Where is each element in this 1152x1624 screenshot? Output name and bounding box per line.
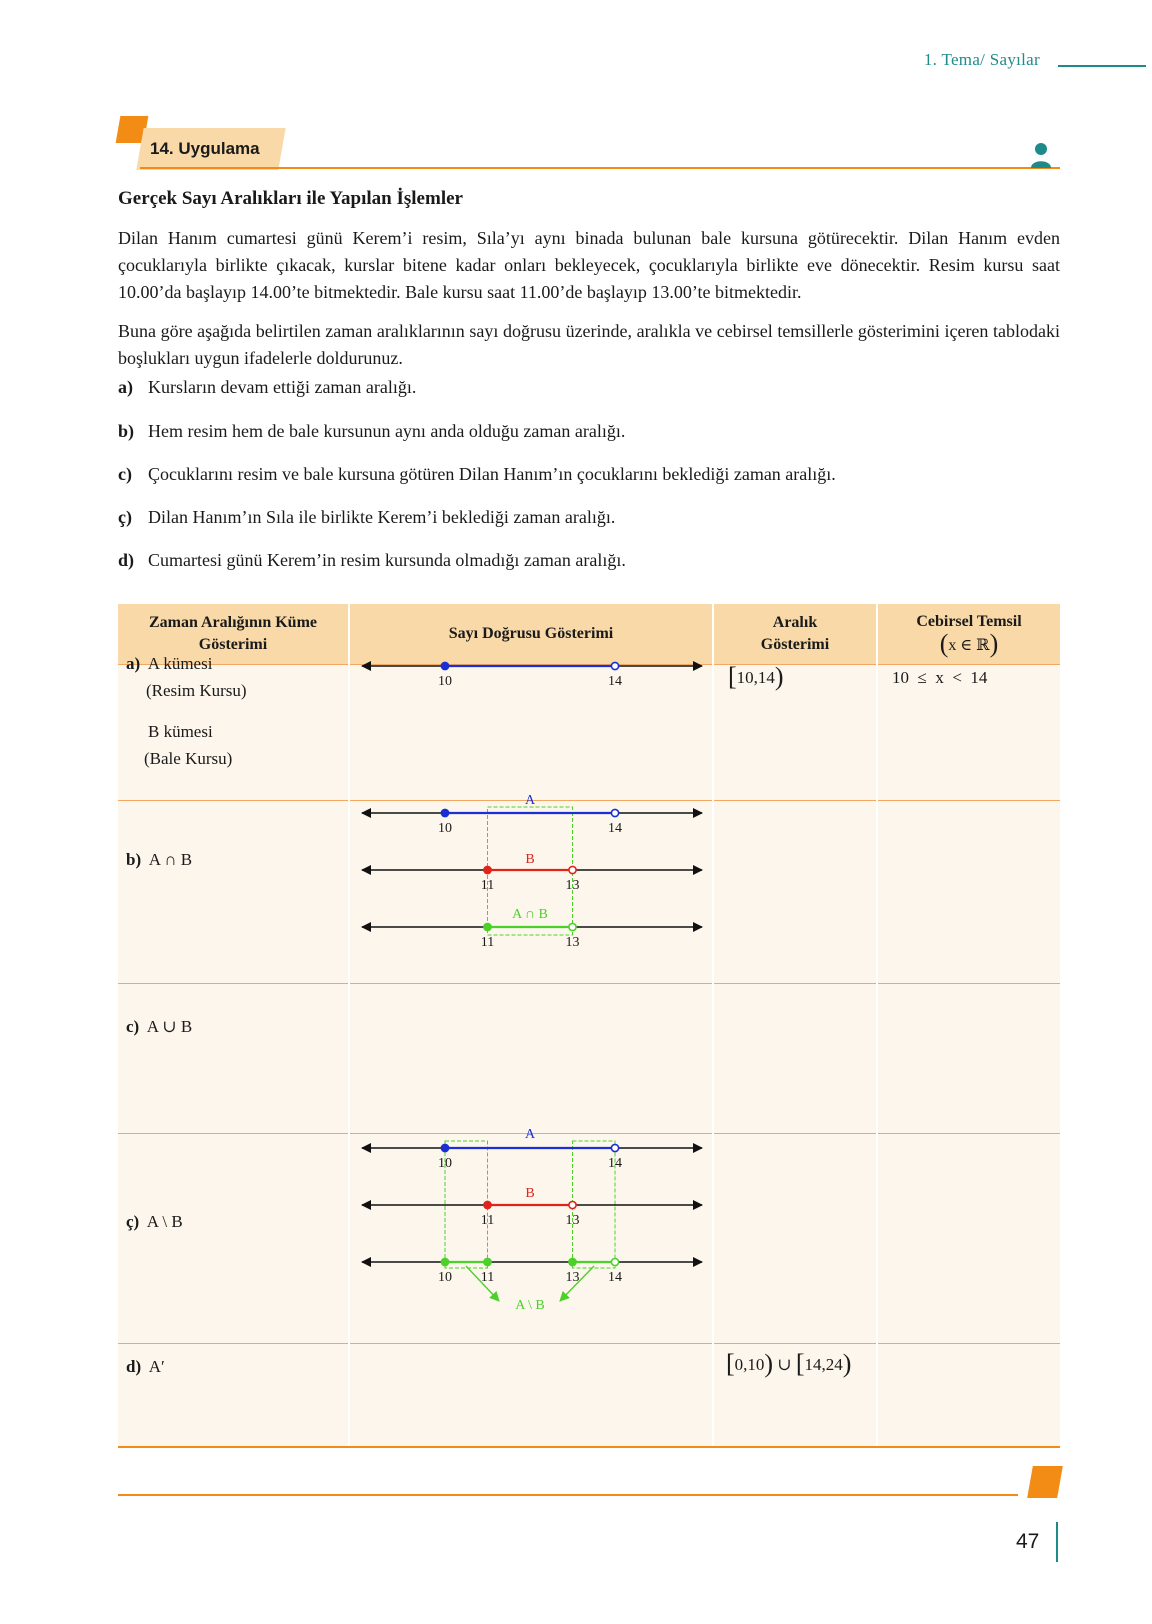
row-d-label: d) A′ (126, 1357, 165, 1376)
tick-label: 10 (438, 1156, 452, 1171)
activity-badge: 14. Uygulama (150, 139, 260, 158)
set-name-label: B (525, 852, 535, 867)
closed-endpoint (441, 662, 448, 669)
row-c-cedilla-label: ç) A \ B (126, 1212, 183, 1231)
item-label: c) (118, 464, 132, 484)
item-label: ç) (118, 507, 132, 527)
header-set-notation: Zaman Aralığının Küme Gösterimi (148, 614, 318, 653)
page-number: 47 (1016, 1530, 1040, 1553)
footer-accent-square (1027, 1466, 1063, 1498)
open-endpoint (569, 866, 576, 873)
row-a-set-a: a) A kümesi (126, 654, 213, 673)
row-a-algebraic: 10 ≤ x < 14 (892, 668, 988, 687)
page-number-bar (1056, 1522, 1058, 1562)
chapter-topic: 1. Tema/ Sayılar (923, 50, 1040, 69)
row-a-set-a-desc: (Resim Kursu) (146, 681, 247, 700)
closed-endpoint (484, 866, 491, 873)
tick-label: 14 (608, 1270, 622, 1285)
tick-label: 11 (480, 1270, 495, 1285)
tick-label: 13 (565, 1213, 580, 1228)
problem-paragraph: Dilan Hanım cumartesi günü Kerem’i resim, Sıla’yı aynı binada bulunan bale kursuna götürecektir. Dilan Hanım evden çocuklarıyla birlikte çıkacak, kurslar bitene kadar onları bekleyecek, çocuklarıyla birlikte eve dönecektir. Resim kursu saat 10.00’da başlayıp 14.00’te bitmektedir. Bale kursu saat 11.00’de başlayıp 13.00’te bitmektedir. (118, 228, 1060, 302)
tick-label: 10 (438, 1270, 452, 1285)
row-a-set-b-desc: (Bale Kursu) (144, 749, 233, 768)
item-label: a) (118, 377, 133, 397)
set-name-label: A (524, 1127, 536, 1142)
item-text: Kursların devam ettiği zaman aralığı. (148, 377, 417, 397)
tick-label: 14 (608, 1156, 622, 1171)
open-endpoint (611, 1144, 618, 1151)
header-algebraic: Cebirsel Temsil (x ∈ ℝ) (916, 613, 1022, 658)
tick-label: 11 (480, 1213, 495, 1228)
section-title: Gerçek Sayı Aralıkları ile Yapılan İşlemler (118, 188, 463, 209)
closed-endpoint (441, 1144, 448, 1151)
row-a-interval: [10,14) (728, 662, 784, 691)
row-c-label: c) A ∪ B (126, 1017, 193, 1036)
header-number-line: Sayı Doğrusu Gösterimi (448, 625, 614, 642)
row-a-set-b: B kümesi (148, 722, 213, 741)
closed-endpoint (484, 923, 491, 930)
tick-label: 13 (565, 878, 580, 893)
open-endpoint (569, 1201, 576, 1208)
tick-label: 11 (480, 935, 495, 950)
closed-endpoint (484, 1258, 491, 1265)
instruction-paragraph: Buna göre aşağıda belirtilen zaman aralıklarının sayı doğrusu üzerinde, aralıkla ve cebirsel temsillerle gösterimini içeren tablodaki boşlukları uygun ifadelerle doldurunuz. (118, 321, 1060, 368)
footer-rule (118, 1494, 1018, 1496)
set-name-label: B (525, 1186, 535, 1201)
header-interval: Aralık Gösterimi (760, 614, 830, 653)
row-b-label: b) A ∩ B (126, 850, 193, 869)
set-name-label: A \ B (515, 1298, 545, 1313)
tick-label: 10 (438, 674, 452, 689)
set-name-label: A ∩ B (512, 907, 548, 922)
item-text: Çocuklarını resim ve bale kursuna götüren Dilan Hanım’ın çocuklarını beklediği zaman aralığı. (148, 464, 836, 484)
closed-endpoint (569, 1258, 576, 1265)
tick-label: 13 (565, 935, 580, 950)
tick-label: 14 (608, 821, 622, 836)
open-endpoint (611, 1258, 618, 1265)
item-label: b) (118, 421, 135, 441)
item-label: d) (118, 550, 135, 570)
open-endpoint (611, 809, 618, 816)
item-text: Hem resim hem de bale kursunun aynı anda olduğu zaman aralığı. (148, 421, 626, 441)
row-d-interval: [0,10) ∪ [14,24) (726, 1349, 852, 1378)
tick-label: 14 (608, 674, 622, 689)
closed-endpoint (484, 1201, 491, 1208)
tick-label: 10 (438, 821, 452, 836)
open-endpoint (569, 923, 576, 930)
closed-endpoint (441, 809, 448, 816)
closed-endpoint (441, 1258, 448, 1265)
tick-label: 11 (480, 878, 495, 893)
tick-label: 13 (565, 1270, 580, 1285)
item-text: Cumartesi günü Kerem’in resim kursunda olmadığı zaman aralığı. (148, 550, 626, 570)
item-text: Dilan Hanım’ın Sıla ile birlikte Kerem’i beklediği zaman aralığı. (148, 507, 616, 527)
set-name-label: A (524, 793, 536, 808)
open-endpoint (611, 662, 618, 669)
